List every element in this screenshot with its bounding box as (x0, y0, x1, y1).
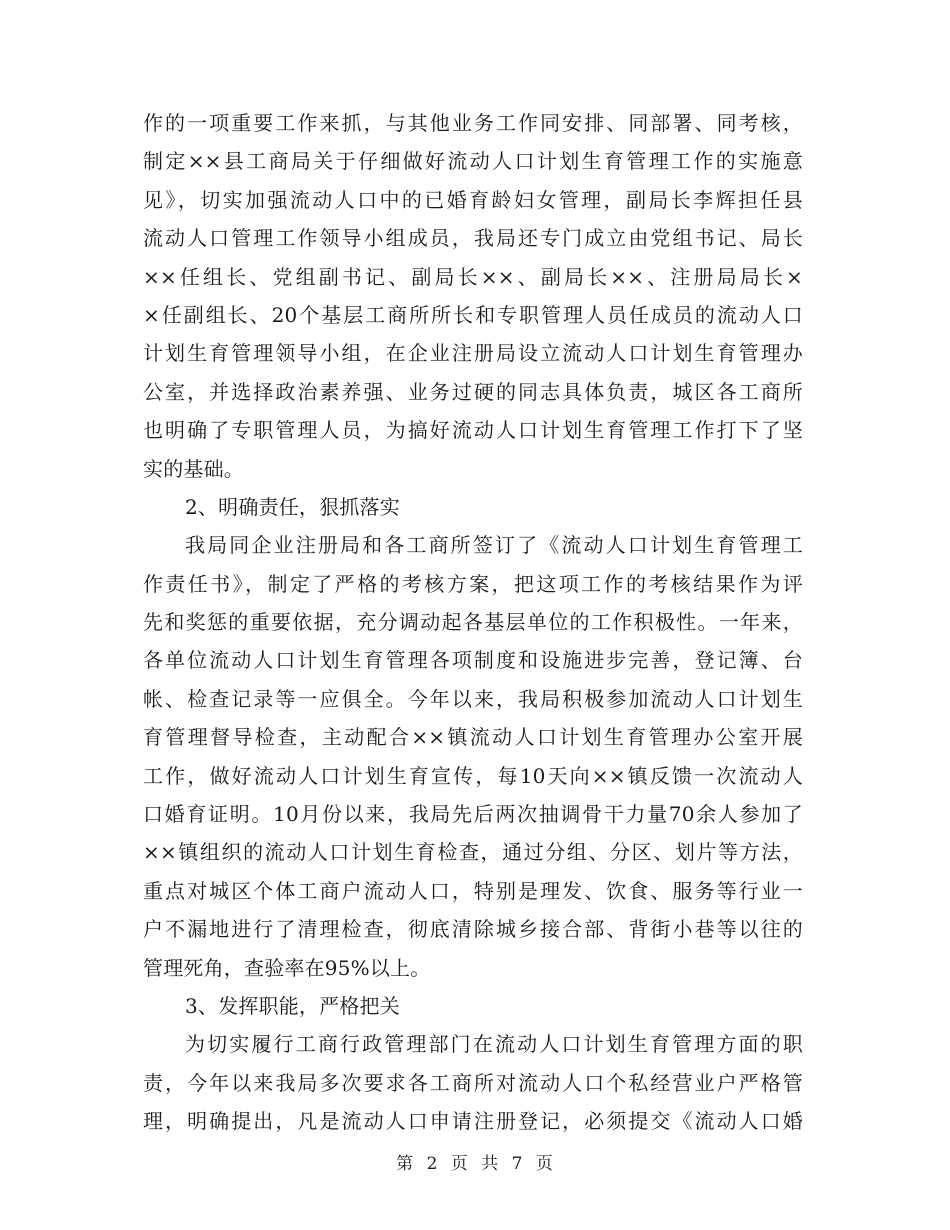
text-line: 作责任书》，制定了严格的考核方案，把这项工作的考核结果作为评 (143, 571, 803, 596)
text-line: 理，明确提出，凡是流动人口申请注册登记，必须提交《流动人口婚 (143, 1109, 803, 1134)
document-body (143, 104, 803, 1141)
text-line: 帐、检查记录等一应俱全。今年以来，我局积极参加流动人口计划生 (143, 686, 803, 711)
text-line: 各单位流动人口计划生育管理各项制度和设施进步完善，登记簿、台 (143, 648, 803, 673)
text-line: ××任组长、党组副书记、副局长××、副局长××、注册局局长× (143, 264, 803, 289)
text-line: 3、发挥职能，严格把关 (185, 993, 400, 1018)
text-line: 2、明确责任，狠抓落实 (185, 494, 400, 519)
text-line: 管理死角，查验率在95%以上。 (143, 955, 431, 980)
text-line: 重点对城区个体工商户流动人口，特别是理发、饮食、服务等行业一 (143, 878, 803, 903)
text-line: 户不漏地进行了清理检查，彻底清除城乡接合部、背街小巷等以往的 (143, 917, 803, 942)
text-line: 见》，切实加强流动人口中的已婚育龄妇女管理，副局长李辉担任县 (143, 187, 803, 212)
text-line: 我局同企业注册局和各工商所签订了《流动人口计划生育管理工 (185, 533, 803, 558)
text-line: 也明确了专职管理人员，为搞好流动人口计划生育管理工作打下了坚 (143, 418, 803, 443)
text-line: 先和奖惩的重要依据，充分调动起各基层单位的工作积极性。一年来， (143, 610, 803, 635)
text-line: 作的一项重要工作来抓，与其他业务工作同安排、同部署、同考核， (143, 111, 803, 135)
text-line: 工作，做好流动人口计划生育宣传，每10天向××镇反馈一次流动人 (143, 763, 803, 788)
text-line: 实的基础。 (143, 456, 244, 481)
text-line: ×任副组长、20个基层工商所所长和专职管理人员任成员的流动人口 (143, 302, 803, 327)
text-line: 口婚育证明。10月份以来，我局先后两次抽调骨干力量70余人参加了 (143, 802, 803, 827)
text-line: 责，今年以来我局多次要求各工商所对流动人口个私经营业户严格管 (143, 1070, 803, 1095)
text-line: 公室，并选择政治素养强、业务过硬的同志具体负责，城区各工商所 (143, 379, 803, 404)
text-line: 育管理督导检查，主动配合××镇流动人口计划生育管理办公室开展 (143, 725, 803, 750)
page-footer: 第 2 页 共 7 页 (396, 1154, 554, 1174)
text-line: 计划生育管理领导小组，在企业注册局设立流动人口计划生育管理办 (143, 341, 803, 366)
text-line: 流动人口管理工作领导小组成员，我局还专门成立由党组书记、局长 (143, 226, 803, 251)
text-line: ××镇组织的流动人口计划生育检查，通过分组、分区、划片等方法， (143, 840, 803, 865)
text-line: 制定××县工商局关于仔细做好流动人口计划生育管理工作的实施意 (143, 149, 803, 174)
text-line: 为切实履行工商行政管理部门在流动人口计划生育管理方面的职 (185, 1032, 803, 1057)
